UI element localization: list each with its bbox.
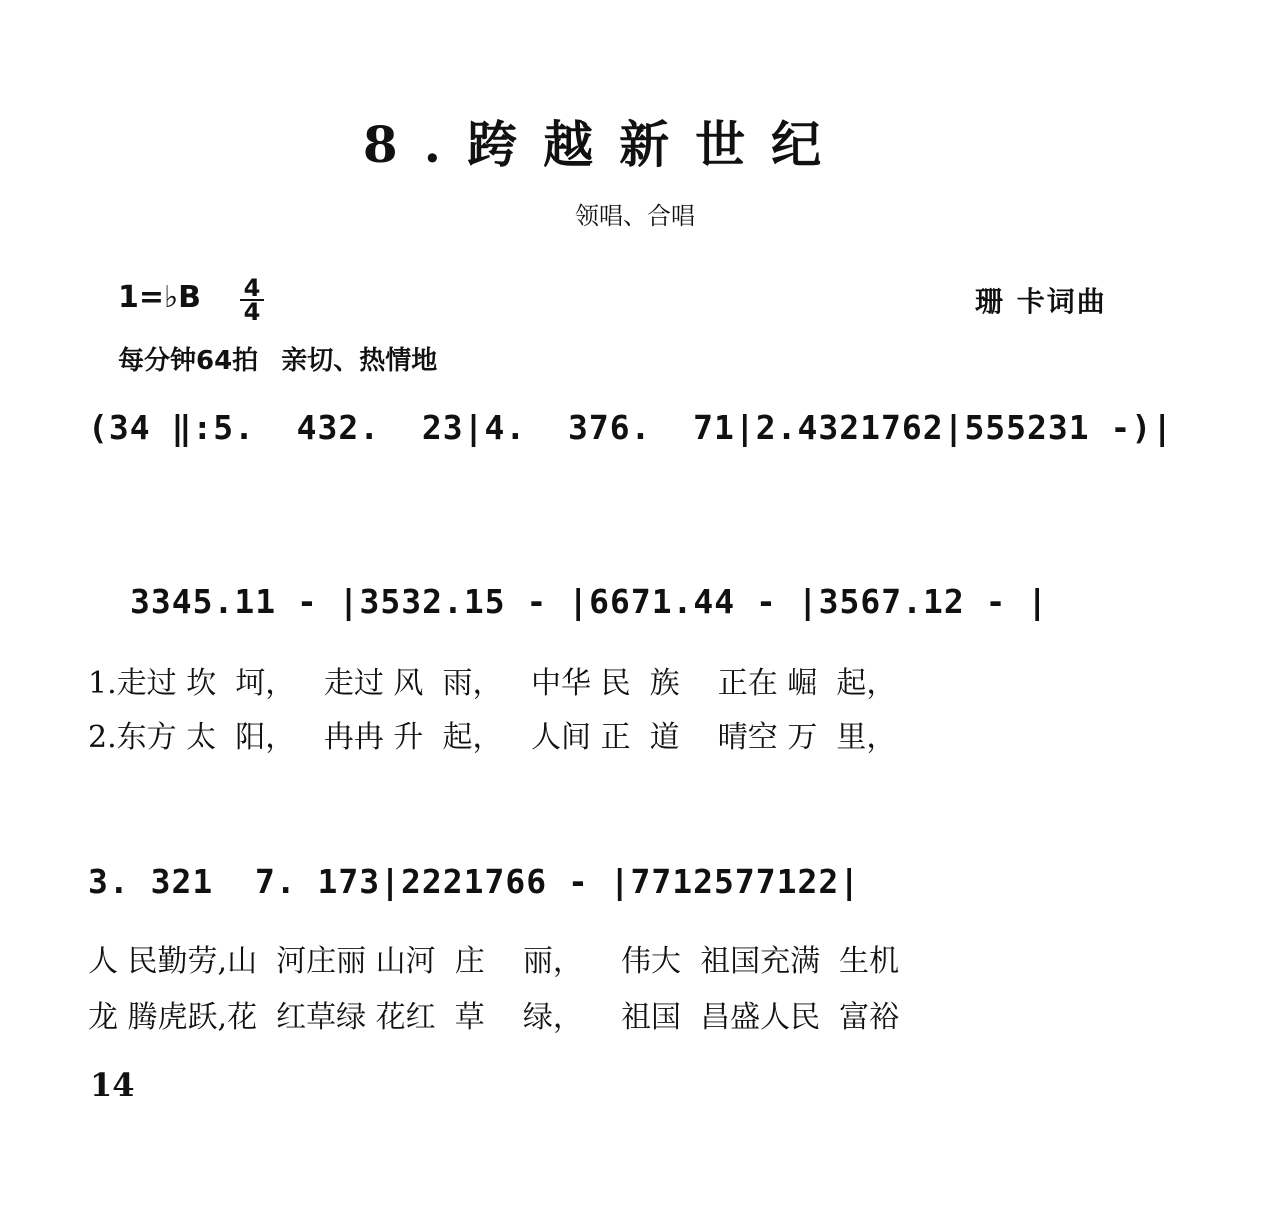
lyrics-line-2-verse-2: 龙 腾虎跃,花 红草绿 花红 草 绿， 祖国 昌盛人民 富裕 <box>88 1000 900 1035</box>
key-signature: 1=♭B <box>118 280 202 315</box>
notation-line-1: (34 ‖:5. 432. 23|4. 376. 71|2.4321762|555231 -)| <box>88 408 1174 447</box>
lyrics-line-2-verse-1: 人 民勤劳,山 河庄丽 山河 庄 丽， 伟大 祖国充满 生机 <box>88 944 900 979</box>
tempo-marking: 每分钟64拍 亲切、热情地 <box>118 346 438 376</box>
composer-credit: 珊 卡词曲 <box>975 285 1107 318</box>
notation-line-3: 3. 321 7. 173|2221766 - |7712577122| <box>88 862 861 901</box>
notation-line-2: 3345.11 - |3532.15 - |6671.44 - |3567.12 - | <box>130 582 1049 621</box>
performance-style: 领唱、合唱 <box>575 202 695 230</box>
lyrics-line-1-verse-2: 2.东方 太 阳， 冉冉 升 起， 人间 正 道 晴空 万 里， <box>88 720 897 755</box>
page-number: 14 <box>90 1066 135 1104</box>
time-signature-bottom: 4 <box>243 298 261 326</box>
time-signature-top: 4 <box>243 274 261 302</box>
lyrics-line-1-verse-1: 1.走过 坎 坷， 走过 风 雨， 中华 民 族 正在 崛 起， <box>88 666 897 701</box>
time-signature <box>238 274 266 326</box>
song-title: 8.跨越新世纪 <box>362 115 848 174</box>
